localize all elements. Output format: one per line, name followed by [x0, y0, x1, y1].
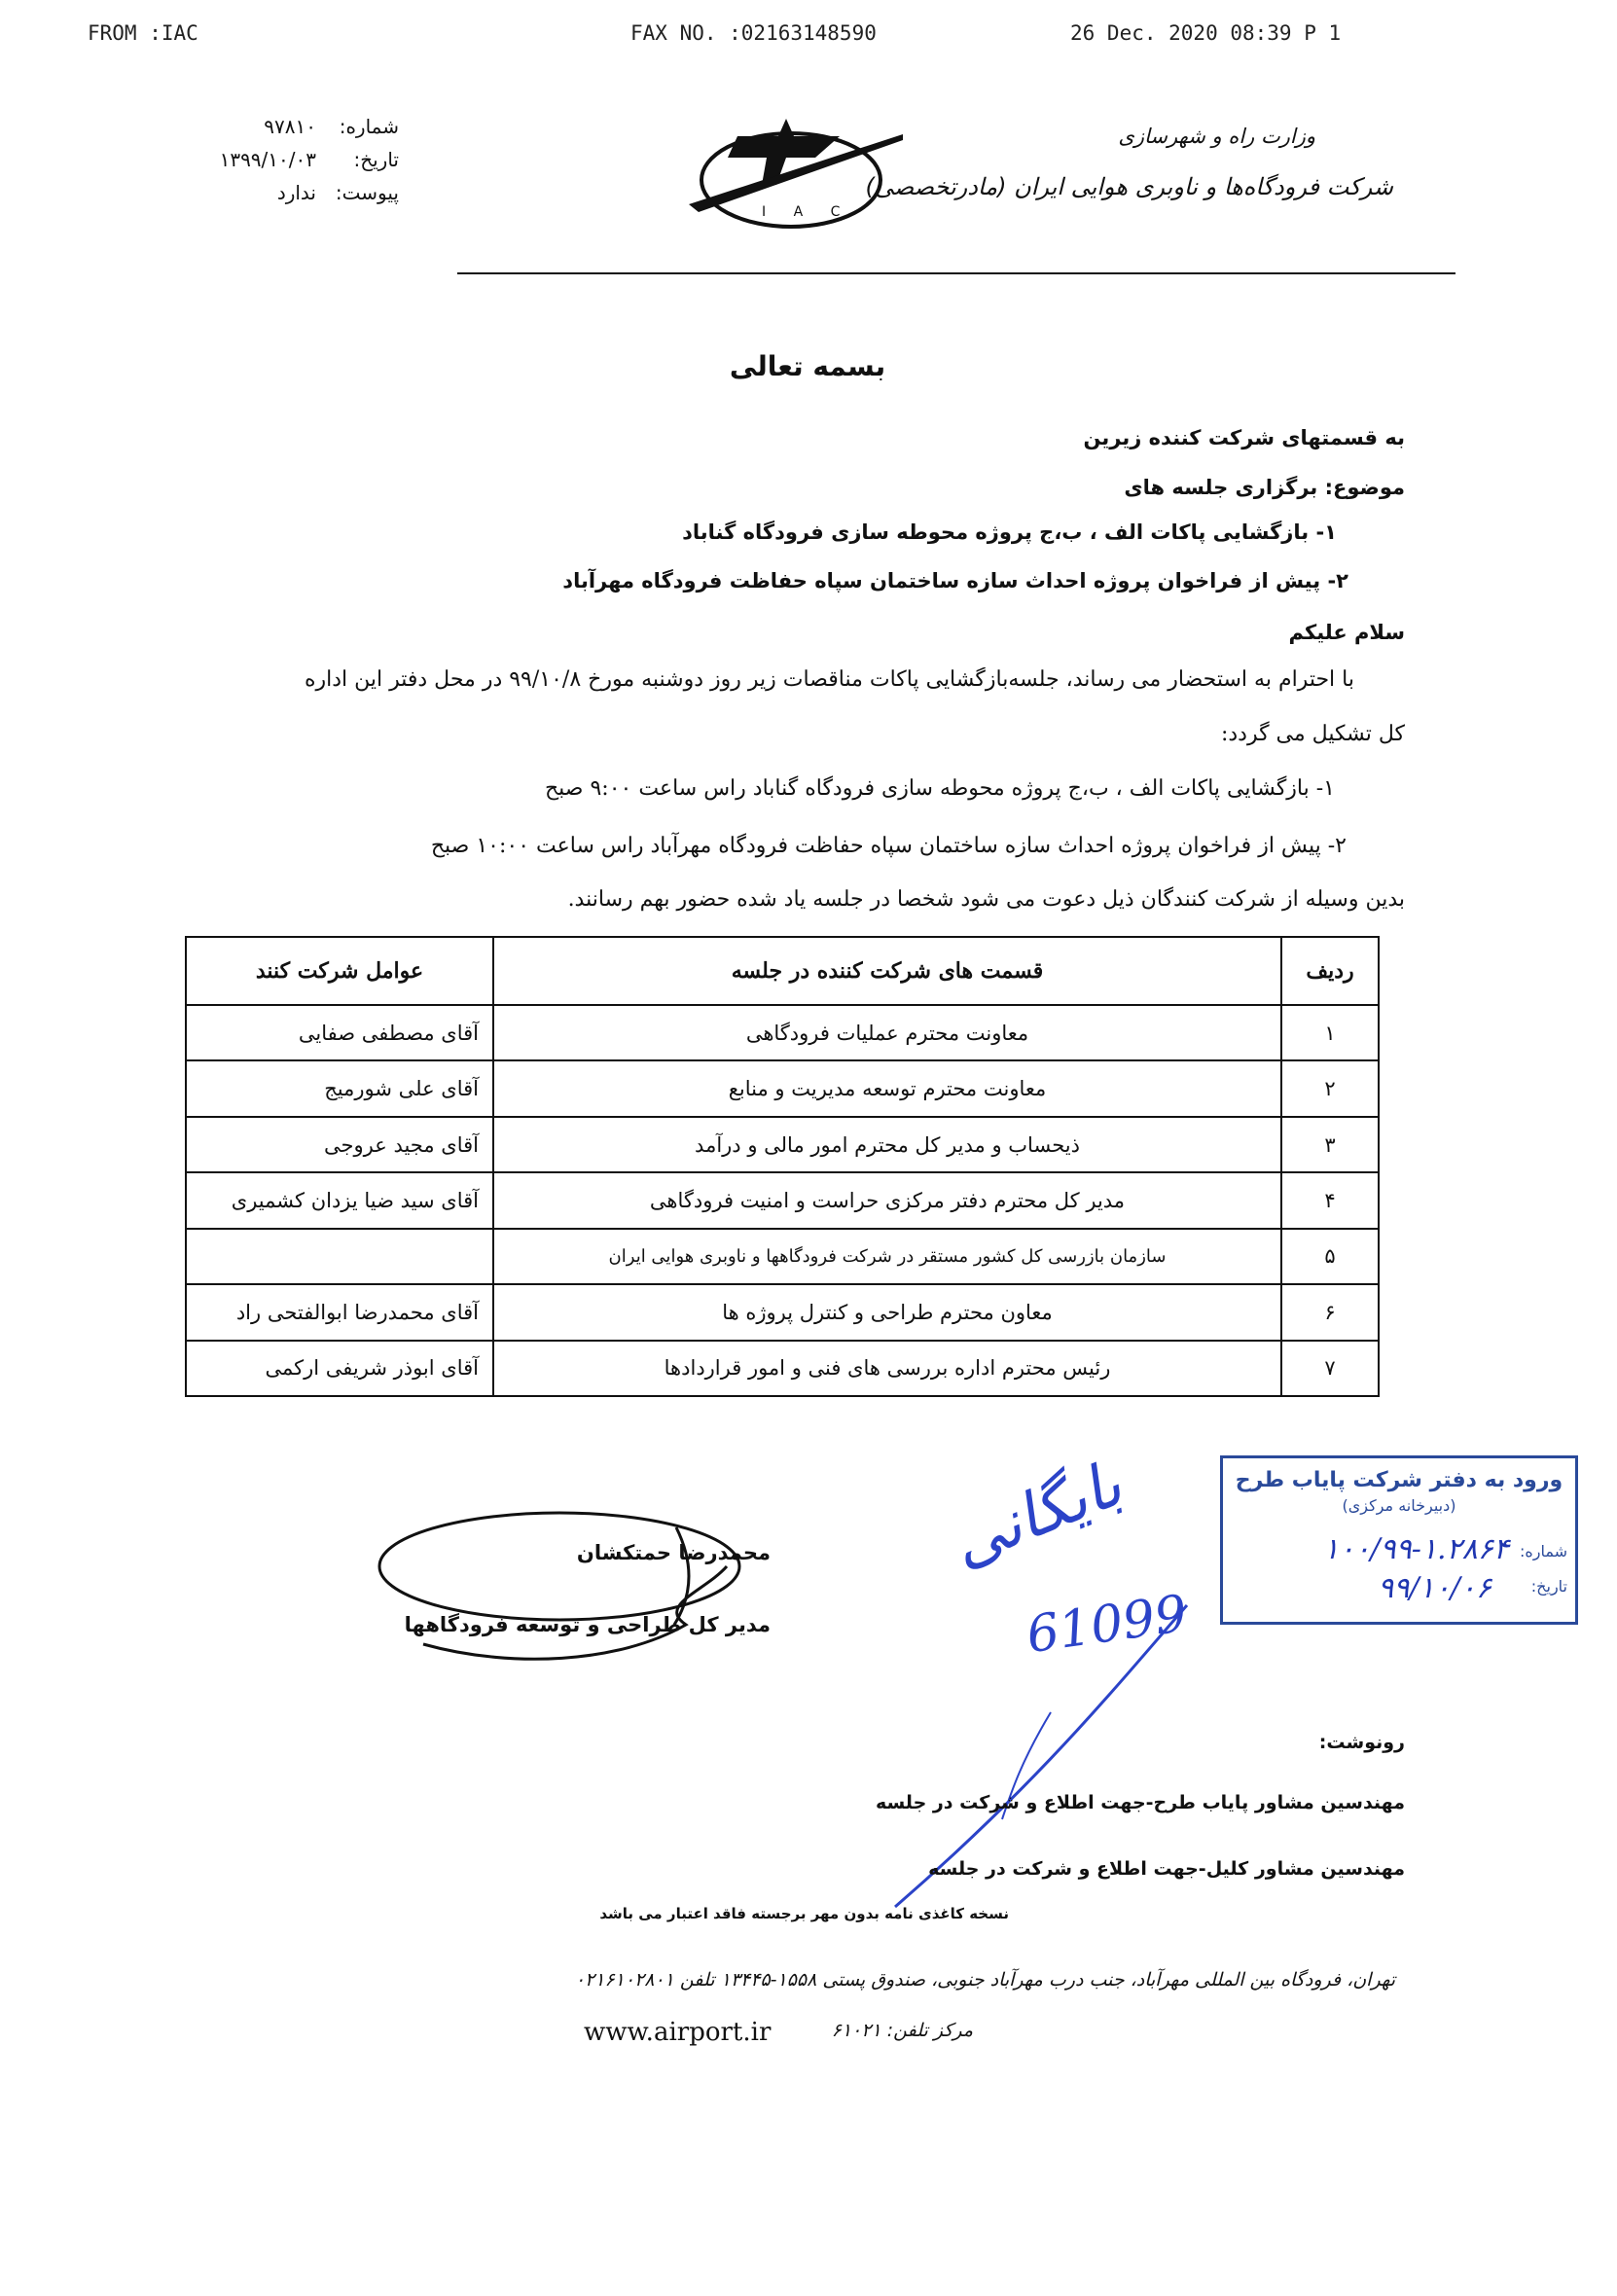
row-section: معاونت محترم توسعه مدیریت و منابع [493, 1060, 1281, 1116]
attachment-value: ندارد [276, 181, 316, 204]
row-number: ۴ [1281, 1172, 1379, 1228]
table-row [186, 1341, 1379, 1396]
stamp-number-label: شماره: [1519, 1542, 1567, 1561]
ministry-name: وزارت راه و شهرسازی [1118, 125, 1315, 148]
number-label: شماره: [339, 115, 399, 138]
company-name: شرکت فرودگاه‌ها و ناوبری هوایی ایران (مادرتخصصی) [865, 173, 1393, 200]
header-section: قسمت های شرکت کننده در جلسه [493, 937, 1281, 1005]
iac-logo [669, 97, 913, 243]
signature-scribble [365, 1498, 871, 1683]
date-label: تاریخ: [353, 148, 399, 171]
row-section: معاونت محترم عملیات فرودگاهی [493, 1005, 1281, 1060]
table-row [186, 1172, 1379, 1228]
subject-item-2: ۲- پیش از فراخوان پروژه احداث سازه ساختمان سپاه حفاظت فرودگاه مهرآباد [562, 569, 1348, 592]
attachment-label: پیوست: [335, 181, 399, 204]
stamp-subtitle: (دبیرخانه مرکزی) [1342, 1496, 1456, 1515]
basmala: بسمه تعالی [729, 350, 886, 382]
row-number: ۲ [1281, 1060, 1379, 1116]
table-row [186, 1284, 1379, 1340]
row-number: ۶ [1281, 1284, 1379, 1340]
header-row-number: ردیف [1281, 937, 1379, 1005]
table-row [186, 1117, 1379, 1172]
row-agent: آقای مجید عروجی [186, 1117, 493, 1172]
footer-website[interactable]: www.airport.ir [584, 2018, 772, 2047]
row-number: ۱ [1281, 1005, 1379, 1060]
stamp-date-value: ۹۹/۱۰/۰۶ [1378, 1571, 1491, 1605]
body-line-2: کل تشکیل می گردد: [1220, 722, 1405, 746]
body-item-2: ۲- پیش از فراخوان پروژه احداث سازه ساختمان سپاه حفاظت فرودگاه مهرآباد راس ساعت ۱۰:۰۰ صبح [430, 834, 1347, 858]
table-header-row [186, 937, 1379, 1005]
body-line-1: با احترام به استحضار می رساند، جلسه‌بازگشایی پاکات مناقصات زیر روز دوشنبه مورخ ۹۹/۱۰/۸ در محل دفتر این اداره [304, 667, 1354, 692]
receipt-stamp [1220, 1455, 1578, 1625]
stamp-title: ورود به دفتر شرکت پایاب طرح [1235, 1468, 1563, 1492]
footer-call-center: مرکز تلفن: ۶۱۰۲۱ [831, 2020, 973, 2041]
row-agent [186, 1229, 493, 1284]
date-value: ۱۳۹۹/۱۰/۰۳ [219, 148, 316, 171]
cc-line-2: مهندسین مشاور کلیل-جهت اطلاع و شرکت در جلسه [928, 1858, 1405, 1880]
meta-block [204, 115, 399, 214]
table-row [186, 1229, 1379, 1284]
row-section: سازمان بازرسی کل کشور مستقر در شرکت فرودگاهها و ناوبری هوایی ایران [493, 1229, 1281, 1284]
row-number: ۳ [1281, 1117, 1379, 1172]
row-section: رئیس محترم اداره بررسی های فنی و امور قراردادها [493, 1341, 1281, 1396]
signatory-title: مدیر کل طراحی و توسعه فرودگاهها [404, 1613, 771, 1636]
row-number: ۷ [1281, 1341, 1379, 1396]
fax-from: FROM :IAC [88, 21, 198, 45]
cc-label: رونوشت: [1318, 1732, 1405, 1753]
stamp-number-value: ۱۰۰/۹۹-۱.۲۸۶۴ [1323, 1532, 1509, 1566]
row-number: ۵ [1281, 1229, 1379, 1284]
number-value: ۹۷۸۱۰ [264, 115, 316, 138]
attendance-table [185, 936, 1380, 1397]
handwritten-archive-note: بایگانی [941, 1448, 1132, 1582]
row-section: مدیر کل محترم دفتر مرکزی حراست و امنیت فرودگاهی [493, 1172, 1281, 1228]
table-row [186, 1005, 1379, 1060]
fax-datetime: 26 Dec. 2020 08:39 P 1 [1070, 21, 1342, 45]
body-item-1: ۱- بازگشایی پاکات الف ، ب،ج پروژه محوطه سازی فرودگاه گناباد راس ساعت ۹:۰۰ صبح [544, 776, 1335, 801]
fax-number: FAX NO. :02163148590 [630, 21, 877, 45]
signatory-name: محمدرضا حمتکشان [576, 1541, 771, 1564]
validity-note: نسخه کاغذی نامه بدون مهر برجسته فاقد اعتبار می باشد [599, 1905, 1009, 1922]
footer-address: تهران، فرودگاه بین المللی مهرآباد، جنب درب مهرآباد جنوبی، صندوق پستی ۱۵۵۸-۱۳۴۴۵ تلفن ۰۲۱۶۱۰۲۸۰۱ [574, 1969, 1395, 1991]
header-divider [457, 272, 1455, 274]
subject: موضوع: برگزاری جلسه های [1124, 476, 1405, 499]
row-agent: آقای محمدرضا ابوالفتحی راد [186, 1284, 493, 1340]
stamp-date-label: تاریخ: [1530, 1577, 1567, 1596]
row-agent: آقای مصطفی صفایی [186, 1005, 493, 1060]
row-agent: آقای علی شورمیج [186, 1060, 493, 1116]
subject-item-1: ۱- بازگشایی پاکات الف ، ب،ج پروژه محوطه سازی فرودگاه گناباد [682, 520, 1337, 544]
recipient: به قسمتهای شرکت کننده زیرین [1083, 426, 1405, 449]
header-agent: عوامل شرکت کنند [186, 937, 493, 1005]
handwritten-number: 61099 [1023, 1584, 1191, 1666]
row-agent: آقای سید ضیا یزدان کشمیری [186, 1172, 493, 1228]
row-agent: آقای ابوذر شریفی ارکمی [186, 1341, 493, 1396]
logo-text: I A C [762, 204, 852, 220]
table-row [186, 1060, 1379, 1116]
body-line-3: بدین وسیله از شرکت کنندگان ذیل دعوت می شود شخصا در جلسه یاد شده حضور بهم رسانند. [567, 887, 1405, 912]
row-section: معاون محترم طراحی و کنترل پروژه ها [493, 1284, 1281, 1340]
row-section: ذیحساب و مدیر کل محترم امور مالی و درآمد [493, 1117, 1281, 1172]
cc-line-1: مهندسین مشاور پایاب طرح-جهت اطلاع و شرکت در جلسه [875, 1792, 1405, 1813]
greeting: سلام علیکم [1288, 621, 1405, 644]
